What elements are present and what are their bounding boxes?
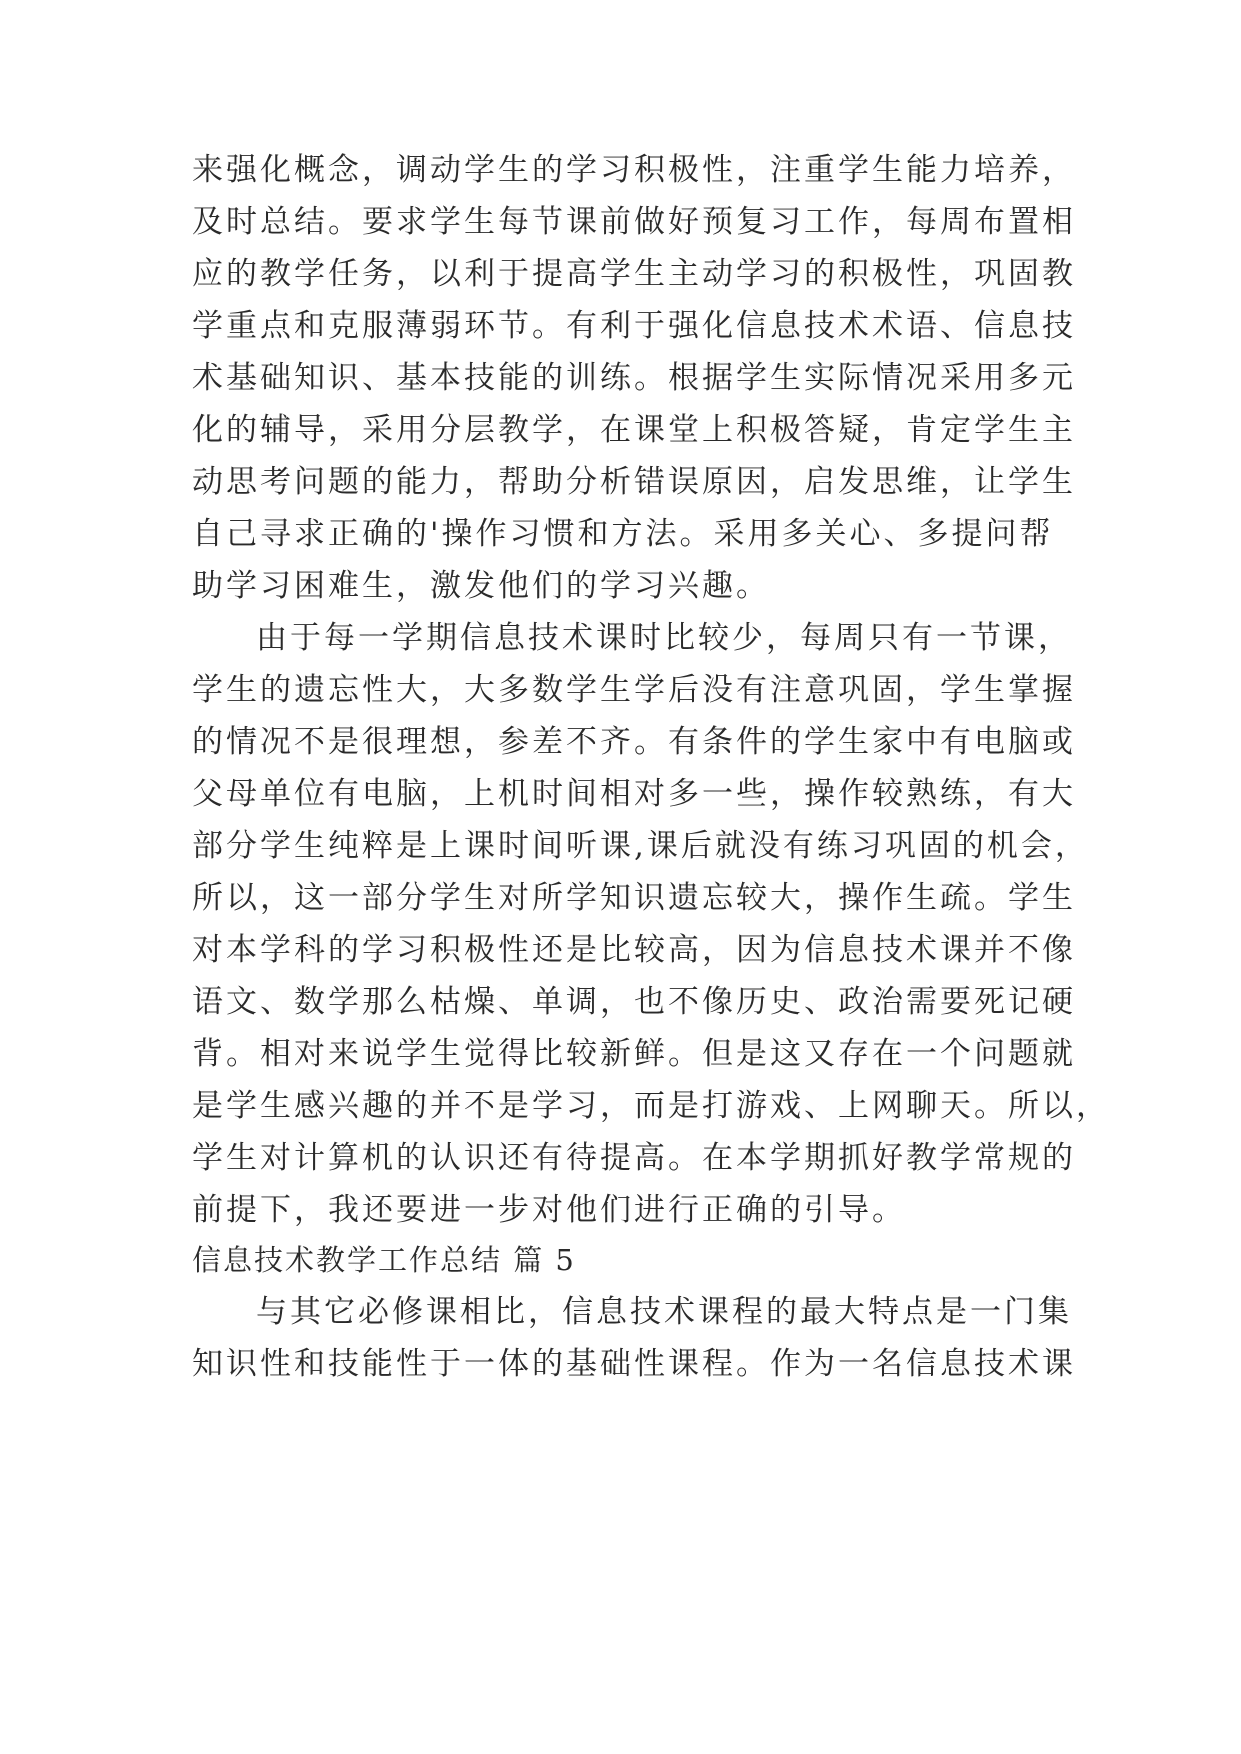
paragraph-1-line-7: 动思考问题的能力，帮助分析错误原因，启发思维，让学生	[192, 464, 1076, 500]
paragraph-2-line-7: 对本学科的学习积极性还是比较高，因为信息技术课并不像	[192, 932, 1076, 968]
section-heading: 信息技术教学工作总结 篇 5	[192, 1243, 576, 1277]
paragraph-1-line-8: 自己寻求正确的'操作习惯和方法。采用多关心、多提问帮	[192, 516, 1054, 552]
paragraph-1-line-9: 助学习困难生，激发他们的学习兴趣。	[192, 568, 770, 604]
paragraph-1-line-5: 术基础知识、基本技能的训练。根据学生实际情况采用多元	[192, 360, 1076, 396]
paragraph-1-line-2: 及时总结。要求学生每节课前做好预复习工作，每周布置相	[192, 204, 1076, 240]
paragraph-3-line-2: 知识性和技能性于一体的基础性课程。作为一名信息技术课	[192, 1346, 1076, 1382]
paragraph-1-line-6: 化的辅导，采用分层教学，在课堂上积极答疑，肯定学生主	[192, 412, 1076, 448]
paragraph-1-line-4: 学重点和克服薄弱环节。有利于强化信息技术术语、信息技	[192, 308, 1076, 344]
paragraph-1-line-3: 应的教学任务，以利于提高学生主动学习的积极性，巩固教	[192, 256, 1076, 292]
paragraph-2-line-8: 语文、数学那么枯燥、单调，也不像历史、政治需要死记硬	[192, 984, 1076, 1020]
paragraph-2-line-1: 由于每一学期信息技术课时比较少，每周只有一节课，	[256, 620, 1072, 656]
paragraph-2-line-4: 父母单位有电脑，上机时间相对多一些，操作较熟练，有大	[192, 776, 1076, 812]
paragraph-2-line-9: 背。相对来说学生觉得比较新鲜。但是这又存在一个问题就	[192, 1036, 1076, 1072]
paragraph-2-line-5: 部分学生纯粹是上课时间听课,课后就没有练习巩固的机会，	[192, 828, 1089, 864]
paragraph-2-line-12: 前提下，我还要进一步对他们进行正确的引导。	[192, 1192, 906, 1228]
paragraph-2-line-6: 所以，这一部分学生对所学知识遗忘较大，操作生疏。学生	[192, 880, 1076, 916]
paragraph-1-line-1: 来强化概念，调动学生的学习积极性，注重学生能力培养，	[192, 152, 1076, 188]
paragraph-3-line-1: 与其它必修课相比，信息技术课程的最大特点是一门集	[256, 1294, 1072, 1330]
paragraph-2-line-11: 学生对计算机的认识还有待提高。在本学期抓好教学常规的	[192, 1140, 1076, 1176]
paragraph-2-line-3: 的情况不是很理想，参差不齐。有条件的学生家中有电脑或	[192, 724, 1076, 760]
paragraph-2-line-2: 学生的遗忘性大，大多数学生学后没有注意巩固，学生掌握	[192, 672, 1076, 708]
paragraph-2-line-10: 是学生感兴趣的并不是学习，而是打游戏、上网聊天。所以，	[192, 1088, 1110, 1124]
